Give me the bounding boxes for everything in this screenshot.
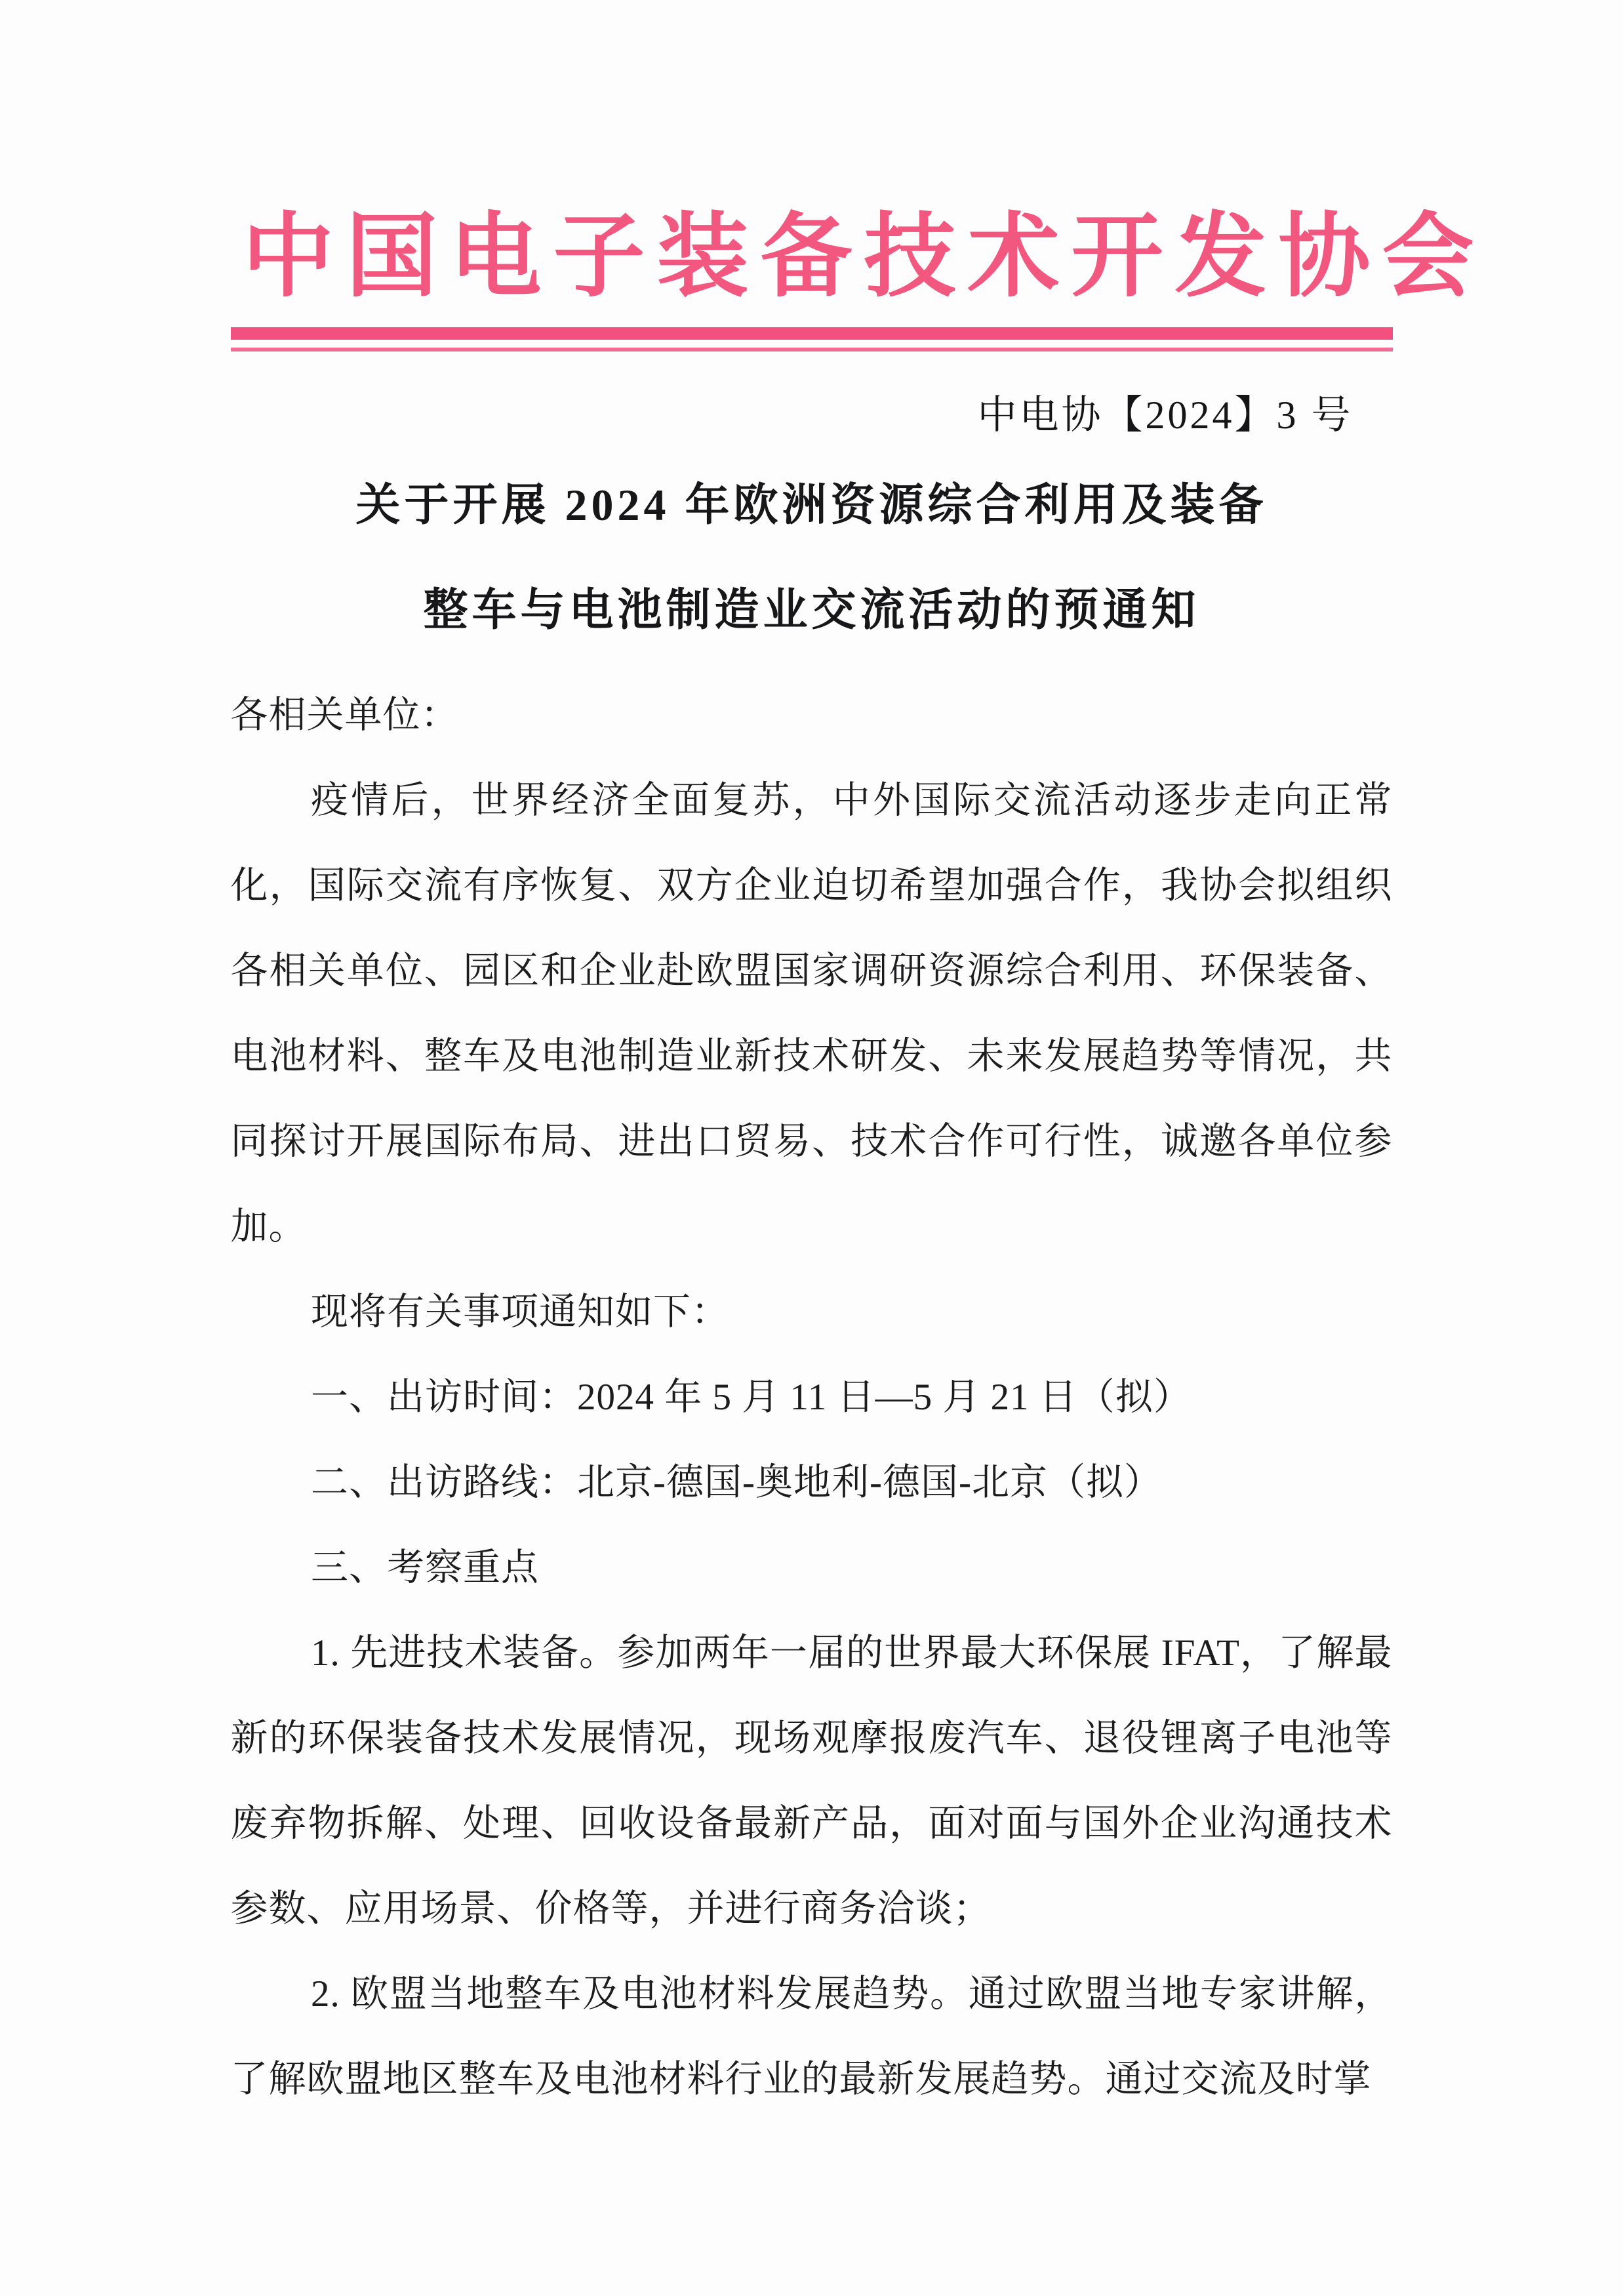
paragraph-notice-lead: 现将有关事项通知如下： xyxy=(311,1291,730,1333)
doc-title xyxy=(189,453,1435,662)
doc-title-line-2: 整车与电池制造业交流活动的预通知 xyxy=(423,585,1200,635)
item-visit-time: 一、出访时间：2024 年 5 月 11 日—5 月 21 日（拟） xyxy=(311,1377,1192,1418)
doc-number: 中电协【2024】3 号 xyxy=(977,393,1353,437)
letterhead-rules xyxy=(231,327,1393,352)
letterhead-rule-thin xyxy=(231,348,1393,352)
document-body xyxy=(231,673,1393,2122)
item-inspection-focus-heading: 三、考察重点 xyxy=(311,1547,540,1588)
item-visit-route: 二、出访路线：北京-德国-奥地利-德国-北京（拟） xyxy=(311,1462,1162,1503)
salutation: 各相关单位： xyxy=(230,695,459,736)
item-focus-point-2: 2. 欧盟当地整车及电池材料发展趋势。通过欧盟当地专家讲解，了解欧盟地区整车及电池材料行业的最新发展趋势。通过交流及时掌 xyxy=(230,1973,1393,2100)
paragraph-overview: 疫情后，世界经济全面复苏，中外国际交流活动逐步走向正常化，国际交流有序恢复、双方企业迫切希望加强合作，我协会拟组织各相关单位、园区和企业赴欧盟国家调研资源综合利用、环保装备、电池材料、整车及电池制造业新技术研发、未来发展趋势等情况，共同探讨开展国际布局、进出口贸易、技术合作可行性，诚邀各单位参加。 xyxy=(230,780,1393,1247)
doc-title-line-1: 关于开展 2024 年欧洲资源综合利用及装备 xyxy=(355,480,1268,530)
letterhead-rule-thick xyxy=(231,327,1393,340)
item-focus-point-1: 1. 先进技术装备。参加两年一届的世界最大环保展 IFAT，了解最新的环保装备技术发展情况，现场观摩报废汽车、退役锂离子电池等废弃物拆解、处理、回收设备最新产品，面对面与国外企业沟通技术参数、应用场景、价格等，并进行商务洽谈； xyxy=(230,1632,1393,1929)
org-name-letterhead: 中国电子装备技术开发协会 xyxy=(242,203,1486,310)
